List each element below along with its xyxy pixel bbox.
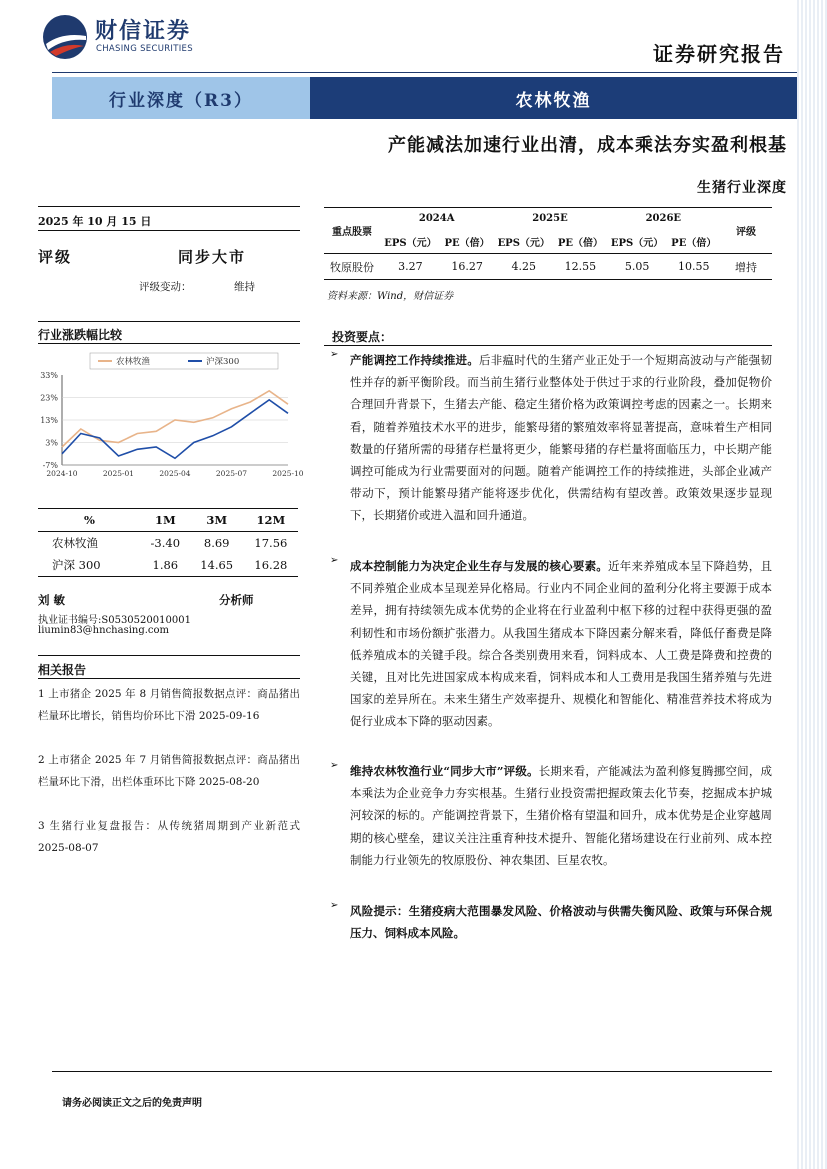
table-row — [324, 254, 772, 280]
banner-report-category: 行业深度（R3） — [52, 77, 310, 119]
table-header: EPS（元） — [610, 237, 664, 249]
company-logo-icon — [42, 14, 88, 60]
arrow-bullet-icon: ➢ — [330, 900, 339, 911]
table-header: 2026E — [645, 213, 682, 225]
table-cell: 16.28 — [254, 558, 288, 572]
related-report-item[interactable]: 2 上市猪企 2025 年 7 月销售简报数据点评：商品猪出栏量环比下滑，出栏体重环比下降 2025-08-20 — [38, 754, 300, 788]
divider — [324, 345, 772, 346]
y-tick-label: 3% — [45, 438, 58, 448]
estimates-table — [324, 207, 772, 280]
analyst-title: 分析师 — [219, 593, 254, 607]
y-tick-label: 23% — [40, 393, 58, 403]
point-text: 长期来看，产能减法为盈利修复腾挪空间，成本乘法为企业竞争力夯实根基。生猪行业投资需把握政策去化节奏，挖掘成本护城河较深的标的。产能调控背景下，生猪价格有望温和回升，成本优势是企业穿越周期的核心壁垒，建议关注注重育种技术提升、智能化猪场建设在行业前列、成本控制能力行业领先的牧原股份、神农集团、巨星农牧。 — [350, 764, 772, 867]
report-date: 2025 年 10 月 15 日 — [38, 215, 152, 228]
divider — [38, 678, 300, 679]
investment-point — [330, 349, 772, 527]
page-subtitle: 生猪行业深度 — [697, 180, 787, 196]
table-header: 12M — [256, 513, 286, 527]
investment-point — [330, 900, 772, 944]
x-tick-label: 2024-10 — [46, 469, 78, 478]
table-cell: 14.65 — [200, 558, 234, 572]
table-cell: -3.40 — [150, 536, 181, 550]
rating-label: 评级 — [38, 248, 73, 266]
rating-change-label: 评级变动： — [139, 281, 192, 293]
report-type: 证券研究报告 — [653, 42, 785, 66]
related-report-item[interactable]: 3 生猪行业复盘报告：从传统猪周期到产业新范式 2025-08-07 — [38, 820, 300, 854]
decorative-stripe — [797, 0, 827, 1169]
table-cell: 12.55 — [564, 260, 597, 273]
page-title: 产能减法加速行业出清，成本乘法夯实盈利根基 — [388, 135, 787, 156]
table-cell: 增持 — [735, 260, 757, 274]
arrow-bullet-icon: ➢ — [330, 555, 339, 566]
table-cell: 沪深 300 — [52, 558, 101, 572]
legend-label: 沪深300 — [206, 357, 240, 367]
table-header: 重点股票 — [332, 227, 372, 238]
x-tick-label: 2025-10 — [272, 469, 304, 478]
rating-value: 同步大市 — [178, 248, 247, 266]
table-row — [38, 532, 298, 555]
header-divider — [52, 72, 797, 73]
divider — [38, 343, 300, 344]
disclaimer: 请务必阅读正文之后的免责声明 — [62, 1098, 202, 1109]
table-header-row — [324, 230, 772, 254]
point-heading: 风险提示：生猪疫病大范围暴发风险、价格波动与供需失衡风险、政策与环保合规压力、饲料成本风险。 — [350, 904, 772, 941]
table-cell: 4.25 — [511, 260, 536, 273]
point-text: 后非瘟时代的生猪产业正处于一个短期高波动与产能强韧性并存的新平衡阶段。而当前生猪行业整体处于供过于求的行业阶段，叠加促物价合理回升背景下，生猪去产能、稳定生猪价格为政策调控考虑的因素之一。长期来看，随着养殖技术水平的进步，能繁母猪的繁殖效率将显著提高，意味着生产相同数量的仔猪所需的母猪存栏量将更少，能繁母猪的存栏量将面临压力，中长期产能调控可能成为行业需要面对的问题。随着产能调控工作的持续推进，头部企业减产带动下，预计能繁母猪产能将逐步优化，供需结构有望改善。政策效果逐步显现下，长期猪价或进入温和回升通道。 — [350, 353, 772, 523]
table-cell: 8.69 — [203, 536, 230, 550]
company-name-cn: 财信证券 — [95, 19, 192, 44]
performance-table — [38, 508, 298, 577]
y-tick-label: 33% — [40, 371, 58, 380]
investment-point — [330, 760, 772, 871]
x-tick-label: 2025-04 — [159, 469, 191, 478]
table-header: PE（倍） — [671, 237, 717, 249]
table-cell: 1.86 — [152, 558, 179, 572]
point-heading: 维持农林牧渔行业“同步大市”评级。 — [350, 764, 539, 778]
legend-label: 农林牧渔 — [116, 357, 151, 367]
table-header: EPS（元） — [384, 237, 437, 249]
footer-divider — [52, 1071, 772, 1072]
arrow-bullet-icon: ➢ — [330, 349, 339, 360]
table-header: EPS（元） — [497, 237, 550, 249]
table-header-row — [324, 208, 772, 230]
point-heading: 成本控制能力为决定企业生存与发展的核心要素。 — [350, 559, 609, 573]
company-name-en: CHASING SECURITIES — [96, 44, 193, 54]
series-line-1 — [62, 400, 288, 459]
banner-industry: 农林牧渔 — [310, 77, 797, 119]
table-cell: 10.55 — [678, 260, 710, 273]
divider — [38, 206, 300, 207]
table-cell: 17.56 — [254, 536, 288, 550]
investment-points-title: 投资要点： — [332, 330, 393, 344]
table-cell: 16.27 — [451, 260, 483, 273]
table-header: 1M — [154, 513, 176, 527]
x-tick-label: 2025-01 — [102, 469, 135, 478]
related-reports-title: 相关报告 — [38, 663, 87, 677]
divider — [38, 655, 300, 656]
table-header: 2025E — [532, 213, 568, 225]
table-header: PE（倍） — [557, 237, 603, 249]
table-header: 3M — [206, 513, 228, 527]
table-cell: 农林牧渔 — [52, 536, 98, 550]
table-row — [38, 554, 298, 577]
analyst-cert: 执业证书编号:S0530520010001 — [38, 615, 191, 626]
table-header-row — [38, 509, 298, 532]
analyst-email[interactable]: liumin83@hnchasing.com — [38, 625, 170, 636]
related-report-item[interactable]: 1 上市猪企 2025 年 8 月销售简报数据点评：商品猪出栏量环比增长，销售均价环比下滑 2025-09-16 — [38, 688, 300, 722]
chart-title: 行业涨跌幅比较 — [38, 328, 123, 342]
y-tick-label: -7% — [42, 461, 58, 470]
x-tick-label: 2025-07 — [215, 469, 248, 478]
industry-performance-chart — [38, 349, 304, 489]
table-header: % — [84, 513, 95, 527]
table-cell: 牧原股份 — [330, 260, 374, 274]
table-header: 评级 — [736, 227, 756, 238]
table-header: PE（倍） — [444, 237, 490, 249]
table-header: 2024A — [418, 213, 455, 225]
table-source: 资料来源：Wind，财信证券 — [327, 291, 454, 302]
table-cell: 5.05 — [624, 260, 650, 273]
y-tick-label: 13% — [40, 416, 58, 425]
point-heading: 产能调控工作持续推进。 — [350, 353, 480, 367]
rating-change-value: 维持 — [234, 281, 255, 293]
series-line-0 — [62, 391, 288, 447]
point-text: 近年来养殖成本呈下降趋势，且不同养殖企业成本呈现差异化格局。行业内不同企业间的盈利分化将主要源于成本差异，拥有持续领先成本优势的企业将在行业盈利中枢下移的过程中获得更强的盈利韧性和市场份额扩张潜力。从我国生猪成本下降因素分解来看，降低仔畜费是降低养殖成本的关键手段。综合各类别费用来看，饲料成本、人工费是降费和控费的关键，且对比先进国家成本构成来看，饲料成本和人工费用是我国生猪养殖与先进国家的差异所在。未来生猪生产效率提升、规模化和智能化、精准营养技术将成为促行业成本下降的驱动因素。 — [350, 559, 773, 729]
analyst-name: 刘 敏 — [38, 593, 66, 607]
table-cell: 3.27 — [398, 260, 423, 273]
investment-point — [330, 555, 772, 733]
divider — [38, 230, 300, 231]
arrow-bullet-icon: ➢ — [330, 760, 339, 771]
divider — [38, 321, 300, 322]
